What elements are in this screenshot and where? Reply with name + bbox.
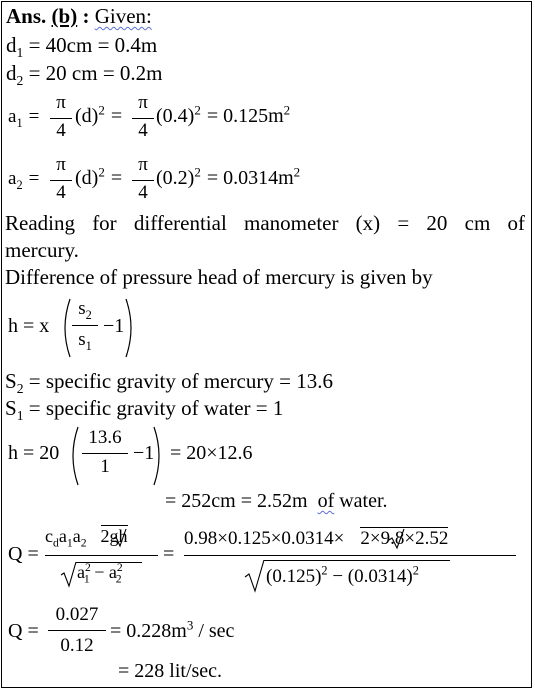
- difference-line: Difference of pressure head of mercury is given by: [5, 265, 433, 289]
- given-word: Given:: [94, 4, 152, 28]
- answer-option: (b): [51, 4, 78, 28]
- answer-header: [6, 4, 152, 28]
- answer-label: Ans.: [6, 4, 47, 28]
- s1-definition: $S_1$ = specific gravity of water = 1: [5, 396, 284, 424]
- h-result: = 252cm = 2.52m of water.: [165, 490, 388, 512]
- s2-definition: $S_2$ = specific gravity of mercury = 13.6: [5, 369, 333, 397]
- final-result: = 228 lit/sec.: [118, 660, 223, 682]
- given-d1: $d_1 = 40cm = 0.4m$: [6, 33, 158, 61]
- answer-colon: :: [82, 4, 90, 28]
- reading-line-1: Reading for differential manometer (x) = 20 cm of: [5, 211, 525, 235]
- given-d2: $d_2 = 20$ cm = 0.2m: [6, 61, 163, 89]
- reading-line-2: mercury.: [5, 238, 79, 262]
